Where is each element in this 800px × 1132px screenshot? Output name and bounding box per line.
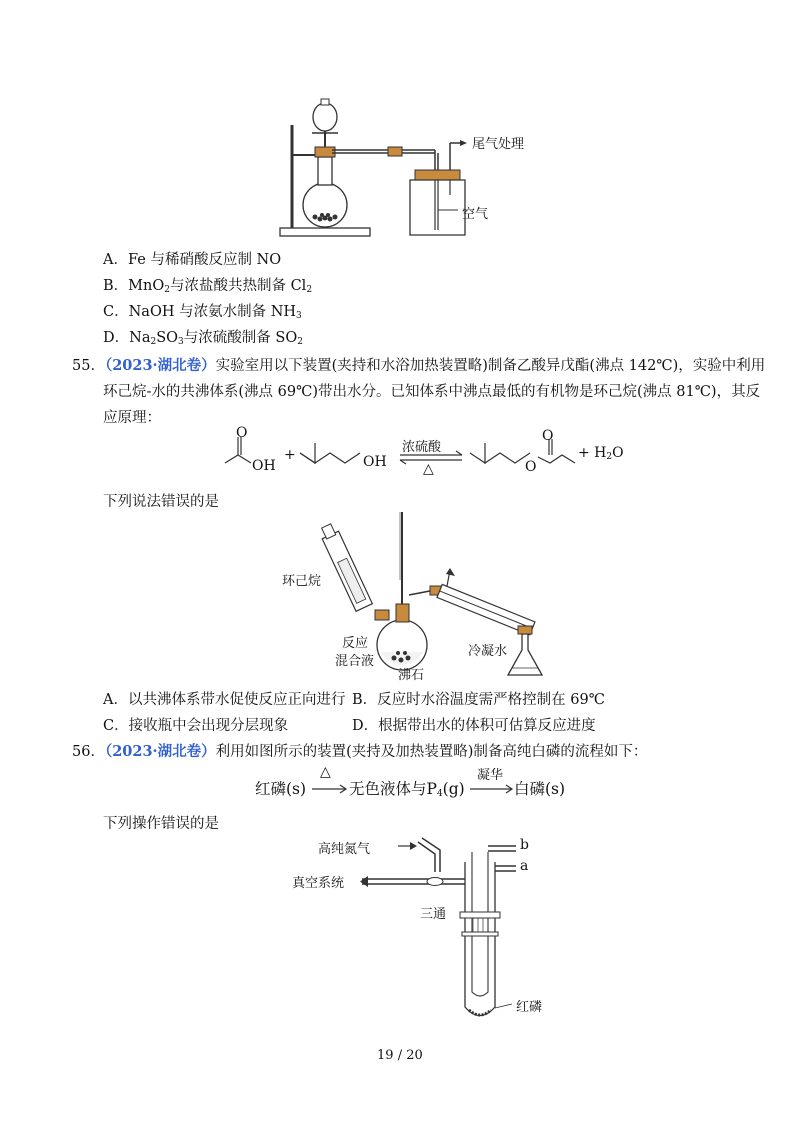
flow-arrow-1 [312, 780, 348, 796]
label-nitrogen: 高纯氮气 [318, 842, 371, 857]
source-tag: （2023·湖北卷） [104, 743, 216, 760]
flow-mid: 无色液体与$P_4(g)$ [349, 780, 465, 799]
q54-option-b[interactable]: B．MnO$_2$与浓盐酸共热制备 $Cl_2$ [103, 278, 313, 295]
label-b: b [520, 837, 529, 853]
rx-condition-bottom: △ [423, 461, 434, 477]
rx-water: + $H_2O$ [578, 445, 624, 462]
rx-o3: O [542, 428, 554, 444]
label-cooling-water: 冷凝水 [468, 644, 508, 659]
q54-option-a[interactable]: A．Fe 与稀硝酸反应制 NO [103, 252, 282, 268]
label-three-way: 三通 [420, 907, 447, 922]
q55-line1: 55．（2023·湖北卷）实验室用以下装置(夹持和水浴加热装置略)制备乙酸异戊酯(沸点 142℃)，实验中利用 [72, 357, 766, 374]
q55-line2: 环己烷-水的共沸体系(沸点 69℃)带出水分。已知体系中沸点最低的有机物是环己烷(沸点 81℃)，其反 [103, 384, 761, 400]
label-a: a [520, 858, 529, 874]
rx-oh2: OH [363, 454, 387, 470]
figure-gas-generation-apparatus [270, 95, 570, 245]
rx-plus: + [284, 447, 296, 463]
rx-oh1: OH [252, 458, 276, 474]
label-mixture-1: 反应 [342, 636, 369, 651]
question-number: 56． [72, 744, 105, 760]
q55-line3: 应原理： [103, 410, 161, 426]
label-cyclohexane: 环己烷 [282, 574, 322, 589]
rx-o2: O [525, 459, 537, 475]
q55-prompt: 下列说法错误的是 [103, 494, 219, 510]
q55-option-b[interactable]: B．反应时水浴温度需严格控制在 69℃ [352, 692, 605, 708]
label-vacuum: 真空系统 [292, 876, 345, 891]
q54-option-d[interactable]: D．$Na_2SO_3$与浓硫酸制备 $SO_2$ [103, 330, 303, 347]
flow-red-p: 红磷(s) [255, 780, 307, 798]
flow-step1: △ [320, 764, 331, 780]
q55-option-c[interactable]: C．接收瓶中会出现分层现象 [103, 718, 289, 734]
q55-option-d[interactable]: D．根据带出水的体积可估算反应进度 [352, 718, 596, 734]
q54-option-c[interactable]: C．NaOH 与浓氨水制备 $NH_3$ [103, 304, 302, 321]
q56-prompt: 下列操作错误的是 [103, 816, 219, 832]
q56-line1: 56．（2023·湖北卷）利用如图所示的装置(夹持及加热装置略)制备高纯白磷的流程如下： [72, 743, 648, 760]
rx-condition-top: 浓硫酸 [402, 440, 442, 455]
label-mixture-2: 混合液 [335, 654, 375, 669]
label-boiling-stone: 沸石 [398, 668, 425, 683]
source-tag: （2023·湖北卷） [104, 357, 216, 374]
flow-white-p: 白磷(s) [514, 780, 566, 798]
question-number: 55． [72, 358, 105, 374]
label-air: 空气 [462, 207, 489, 222]
figure-esterification-apparatus [290, 510, 560, 680]
q55-option-a[interactable]: A．以共沸体系带水促使反应正向进行 [103, 692, 346, 708]
rx-o1: O [236, 425, 248, 441]
flow-step2: 凝华 [477, 768, 504, 783]
figure-white-phosphorus-apparatus [290, 832, 550, 1027]
label-red-phosphorus: 红磷 [516, 1000, 543, 1015]
page-number: 19 / 20 [377, 1048, 423, 1063]
label-tail-gas: 尾气处理 [472, 137, 525, 152]
